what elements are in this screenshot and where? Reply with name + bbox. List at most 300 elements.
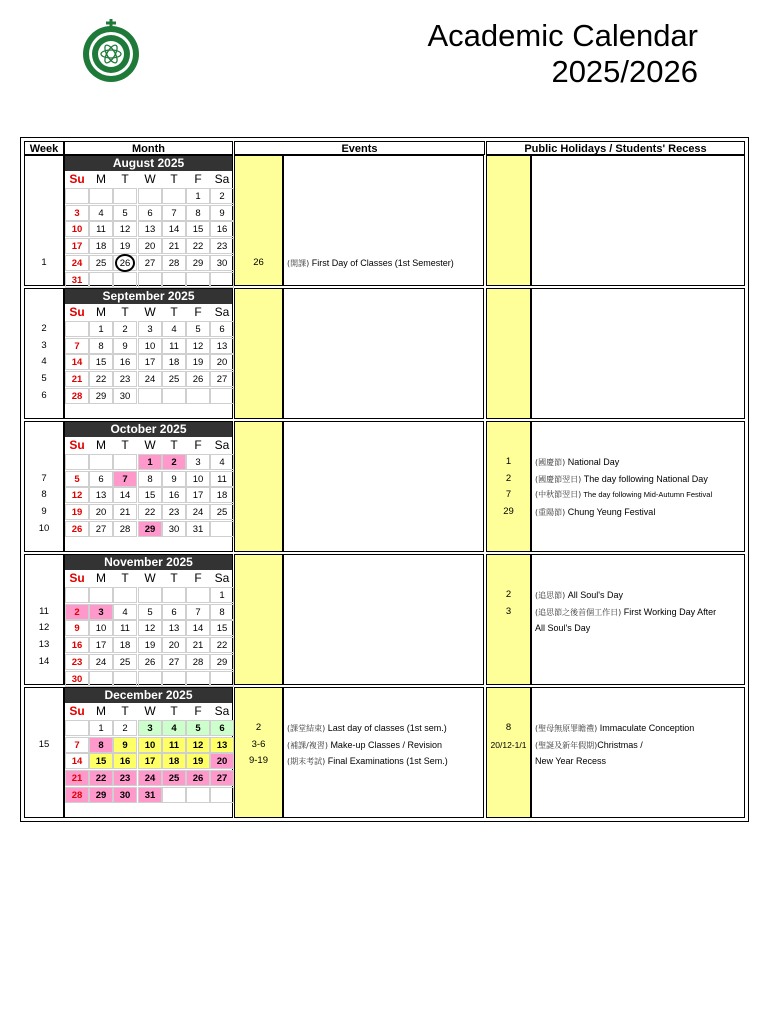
calendar-day[interactable]: 14 [186, 620, 210, 636]
holidays-column-header: Public Holidays / Students' Recess [486, 141, 745, 155]
calendar-day[interactable]: 6 [138, 205, 162, 221]
calendar-day[interactable]: 22 [186, 238, 210, 254]
holiday-description [535, 587, 623, 603]
calendar-day[interactable]: 3 [138, 321, 162, 337]
weekday-header: M [96, 172, 106, 186]
calendar-day[interactable]: 14 [162, 221, 186, 237]
calendar-day[interactable]: 24 [138, 371, 162, 387]
holiday-chinese-label: (聖誕及新年假期) [535, 740, 598, 750]
calendar-day[interactable]: 25 [210, 504, 234, 520]
calendar-day[interactable]: 4 [89, 205, 113, 221]
holiday-chinese-label: (聖母無原罪瞻禮) [535, 724, 598, 733]
weekday-header: Sa [214, 172, 230, 186]
calendar-day[interactable]: 29 [89, 388, 113, 404]
holiday-description [535, 753, 606, 769]
title-line-1: Academic Calendar [427, 18, 698, 53]
holiday-english-label: Immaculate Conception [597, 723, 695, 733]
calendar-day[interactable]: 8 [89, 338, 113, 354]
weekday-header: T [121, 571, 129, 585]
weekday-header: W [144, 704, 156, 718]
calendar-day[interactable]: 7 [186, 604, 210, 620]
event-date: 2 [255, 722, 262, 733]
weekday-header: T [170, 571, 178, 585]
calendar-day[interactable]: 5 [186, 720, 210, 736]
calendar-day[interactable]: 18 [210, 487, 234, 503]
calendar-day[interactable]: 13 [89, 487, 113, 503]
weekday-header: T [170, 704, 178, 718]
weekday-header: M [96, 438, 106, 452]
calendar-day[interactable]: 9 [65, 620, 89, 636]
calendar-empty-cell [162, 272, 186, 288]
calendar-empty-cell [210, 388, 234, 404]
calendar-day[interactable]: 21 [65, 371, 89, 387]
calendar-day[interactable]: 20 [138, 238, 162, 254]
calendar-empty-cell [210, 671, 234, 687]
calendar-day[interactable]: 28 [113, 521, 137, 537]
calendar-day[interactable]: 7 [65, 737, 89, 753]
calendar-day[interactable]: 12 [186, 338, 210, 354]
event-date: 3-6 [251, 738, 266, 750]
week-number: 2 [41, 323, 47, 334]
calendar-day[interactable]: 30 [65, 671, 89, 687]
holiday-english-label: National Day [565, 457, 620, 467]
weekday-header: F [194, 172, 202, 186]
calendar-empty-cell [65, 720, 89, 736]
calendar-empty-cell [138, 272, 162, 288]
calendar-table [20, 137, 749, 822]
holiday-english-label: All Soul's Day [535, 623, 591, 634]
holiday-chinese-label: (追思節之後首個工作日) [535, 607, 622, 617]
calendar-day[interactable]: 13 [210, 338, 234, 354]
calendar-day[interactable]: 19 [65, 504, 89, 520]
weekday-header: T [121, 305, 129, 319]
calendar-empty-cell [138, 671, 162, 687]
week-number: 5 [41, 373, 47, 385]
calendar-day[interactable]: 31 [65, 272, 89, 288]
calendar-empty-cell [186, 671, 210, 687]
calendar-day[interactable]: 10 [138, 338, 162, 354]
holiday-date: 20/12-1/1 [490, 739, 527, 750]
calendar-day[interactable]: 12 [186, 737, 210, 753]
calendar-day[interactable]: 23 [210, 238, 234, 254]
calendar-empty-cell [65, 587, 89, 603]
calendar-day[interactable]: 7 [113, 471, 137, 487]
calendar-empty-cell [162, 388, 186, 404]
et-box [283, 421, 484, 552]
event-date: 9-19 [248, 755, 268, 767]
week-number: 4 [41, 356, 47, 368]
ed-box [234, 554, 283, 685]
week-number: 9 [41, 506, 47, 518]
calendar-day[interactable]: 29 [138, 521, 162, 537]
calendar-day[interactable]: 15 [89, 354, 113, 370]
calendar-day[interactable]: 29 [186, 255, 210, 271]
weekday-header: Sa [214, 571, 230, 585]
calendar-empty-cell [113, 454, 137, 470]
calendar-day[interactable]: 12 [65, 487, 89, 503]
calendar-day[interactable]: 5 [65, 471, 89, 487]
calendar-day[interactable]: 2 [162, 454, 186, 470]
calendar-day[interactable]: 19 [113, 238, 137, 254]
weekday-header: Su [69, 305, 85, 319]
event-description [287, 753, 448, 769]
calendar-day[interactable]: 4 [162, 321, 186, 337]
event-date: 26 [253, 256, 264, 268]
holiday-description [535, 737, 643, 753]
weekday-header: M [96, 704, 106, 718]
calendar-day[interactable]: 25 [162, 371, 186, 387]
holiday-english-label: Christmas / [597, 739, 643, 750]
calendar-day[interactable]: 13 [138, 221, 162, 237]
calendar-day[interactable]: 16 [113, 753, 137, 769]
calendar-day[interactable]: 14 [65, 354, 89, 370]
calendar-day[interactable]: 16 [210, 221, 234, 237]
calendar-day[interactable]: 11 [162, 737, 186, 753]
calendar-day[interactable]: 5 [138, 604, 162, 620]
calendar-day[interactable]: 30 [210, 255, 234, 271]
calendar-day[interactable]: 6 [210, 720, 234, 736]
calendar-day[interactable]: 19 [138, 637, 162, 653]
weekday-header: Su [69, 704, 85, 718]
first-day-circle [115, 254, 135, 272]
calendar-day[interactable]: 6 [89, 471, 113, 487]
holiday-date: 1 [505, 456, 512, 467]
week-number: 10 [38, 522, 50, 534]
calendar-day[interactable]: 13 [210, 737, 234, 753]
calendar-empty-cell [162, 671, 186, 687]
calendar-day[interactable]: 17 [138, 354, 162, 370]
month-section [24, 687, 745, 818]
calendar-day[interactable]: 15 [138, 487, 162, 503]
event-chinese-label: (期末考試) [287, 757, 326, 767]
weekday-header: Su [69, 438, 85, 452]
calendar-empty-cell [210, 787, 234, 803]
holiday-english-label: First Working Day After [621, 606, 717, 617]
hd-box [486, 288, 531, 419]
calendar-empty-cell [162, 188, 186, 204]
weekday-header: M [96, 305, 106, 319]
calendar-day[interactable]: 18 [162, 354, 186, 370]
ed-box [234, 421, 283, 552]
week-number: 12 [38, 622, 50, 634]
calendar-day[interactable]: 1 [89, 321, 113, 337]
calendar-day[interactable]: 15 [89, 753, 113, 769]
weekday-header: Sa [214, 305, 230, 319]
calendar-day[interactable]: 25 [162, 770, 186, 786]
calendar-day[interactable]: 9 [113, 737, 137, 753]
week-number: 14 [38, 655, 50, 667]
calendar-day[interactable]: 3 [65, 205, 89, 221]
calendar-day[interactable]: 18 [113, 637, 137, 653]
holiday-english-label: New Year Recess [535, 756, 607, 767]
calendar-day[interactable]: 10 [138, 737, 162, 753]
events-column-header: Events [234, 141, 485, 155]
calendar-day[interactable]: 4 [162, 720, 186, 736]
calendar-day[interactable]: 21 [65, 770, 89, 786]
weekday-header: T [121, 438, 129, 452]
holiday-chinese-label: (重陽節) [535, 508, 566, 518]
calendar-day[interactable]: 28 [65, 787, 89, 803]
calendar-day[interactable]: 17 [186, 487, 210, 503]
week-number: 15 [38, 738, 50, 750]
calendar-day[interactable]: 30 [113, 787, 137, 803]
event-chinese-label: (補課/複習) [287, 740, 328, 750]
calendar-day[interactable]: 10 [89, 620, 113, 636]
calendar-day[interactable]: 21 [162, 238, 186, 254]
calendar-empty-cell [65, 454, 89, 470]
calendar-day[interactable]: 24 [89, 654, 113, 670]
holiday-chinese-label: (追思節) [535, 591, 566, 600]
calendar-day[interactable]: 11 [89, 221, 113, 237]
calendar-day[interactable]: 30 [113, 388, 137, 404]
weekday-header: W [144, 305, 156, 319]
calendar-empty-cell [162, 787, 186, 803]
calendar-day[interactable]: 17 [65, 238, 89, 254]
calendar-day[interactable]: 3 [138, 720, 162, 736]
calendar-day[interactable]: 14 [113, 487, 137, 503]
calendar-day[interactable]: 23 [65, 654, 89, 670]
calendar-day[interactable]: 11 [210, 471, 234, 487]
calendar-day[interactable]: 27 [138, 255, 162, 271]
calendar-day[interactable]: 6 [162, 604, 186, 620]
calendar-day[interactable]: 24 [186, 504, 210, 520]
holiday-date: 29 [503, 506, 514, 518]
page-title [427, 18, 698, 90]
calendar-day[interactable]: 24 [138, 770, 162, 786]
week-number: 13 [38, 639, 50, 651]
calendar-day[interactable]: 23 [162, 504, 186, 520]
calendar-day[interactable]: 1 [186, 188, 210, 204]
calendar-day[interactable]: 20 [210, 753, 234, 769]
month-column-header: Month [64, 141, 233, 155]
calendar-day[interactable]: 21 [113, 504, 137, 520]
calendar-day[interactable]: 2 [210, 188, 234, 204]
weekday-header: T [170, 305, 178, 319]
calendar-day[interactable]: 29 [89, 787, 113, 803]
calendar-day[interactable]: 1 [210, 587, 234, 603]
calendar-day[interactable]: 2 [113, 321, 137, 337]
calendar-empty-cell [113, 587, 137, 603]
holiday-date: 7 [505, 489, 512, 501]
calendar-day[interactable]: 9 [162, 471, 186, 487]
ed-box [234, 288, 283, 419]
weekday-header: T [121, 704, 129, 718]
weekday-header: Su [69, 172, 85, 186]
weekday-header: Sa [214, 704, 230, 718]
calendar-day[interactable]: 15 [210, 620, 234, 636]
calendar-day[interactable]: 14 [65, 753, 89, 769]
calendar-day[interactable]: 27 [89, 521, 113, 537]
calendar-day[interactable]: 17 [89, 637, 113, 653]
holiday-date: 2 [505, 472, 512, 484]
calendar-day[interactable]: 22 [89, 770, 113, 786]
calendar-day[interactable]: 19 [186, 354, 210, 370]
calendar-day[interactable]: 9 [113, 338, 137, 354]
calendar-day[interactable]: 22 [89, 371, 113, 387]
event-description [287, 720, 447, 736]
calendar-day[interactable]: 1 [138, 454, 162, 470]
calendar-day[interactable]: 26 [186, 770, 210, 786]
school-crest-icon [78, 18, 144, 84]
calendar-day[interactable]: 28 [162, 255, 186, 271]
calendar-day[interactable]: 1 [89, 720, 113, 736]
week-number: 7 [41, 472, 47, 484]
calendar-empty-cell [186, 587, 210, 603]
calendar-day[interactable]: 21 [186, 637, 210, 653]
calendar-empty-cell [138, 587, 162, 603]
calendar-empty-cell [113, 272, 137, 288]
month-title: November 2025 [65, 555, 232, 570]
calendar-day[interactable]: 8 [210, 604, 234, 620]
calendar-day[interactable]: 26 [186, 371, 210, 387]
calendar-day[interactable]: 12 [113, 221, 137, 237]
calendar-empty-cell [65, 321, 89, 337]
calendar-day[interactable]: 6 [210, 321, 234, 337]
weekday-header: W [144, 438, 156, 452]
calendar-day[interactable]: 22 [138, 504, 162, 520]
calendar-day[interactable]: 27 [210, 770, 234, 786]
holiday-date: 2 [505, 589, 512, 600]
calendar-day[interactable]: 20 [89, 504, 113, 520]
week-number: 6 [41, 389, 47, 401]
holiday-date: 3 [505, 605, 512, 617]
holiday-chinese-label: (國慶節) [535, 458, 566, 467]
calendar-day[interactable]: 28 [65, 388, 89, 404]
weekday-header: T [121, 172, 129, 186]
calendar-empty-cell [89, 272, 113, 288]
calendar-day[interactable]: 30 [162, 521, 186, 537]
weekday-header: T [170, 172, 178, 186]
calendar-day[interactable]: 10 [186, 471, 210, 487]
calendar-day[interactable]: 16 [113, 354, 137, 370]
calendar-day[interactable]: 2 [113, 720, 137, 736]
calendar-empty-cell [65, 188, 89, 204]
calendar-day[interactable]: 8 [186, 205, 210, 221]
hd-box [486, 155, 531, 286]
calendar-day[interactable]: 3 [89, 604, 113, 620]
calendar-day[interactable]: 3 [186, 454, 210, 470]
holiday-english-label: All Soul's Day [565, 590, 623, 600]
holiday-english-label: The day following National Day [581, 473, 708, 484]
calendar-day[interactable]: 4 [210, 454, 234, 470]
calendar-day[interactable]: 31 [186, 521, 210, 537]
calendar-day[interactable]: 4 [113, 604, 137, 620]
calendar-empty-cell [89, 587, 113, 603]
month-section [24, 554, 745, 685]
holiday-description [535, 620, 590, 636]
holiday-description [535, 471, 708, 487]
weekday-header: F [194, 704, 202, 718]
month-title: August 2025 [65, 156, 232, 171]
month-title: October 2025 [65, 422, 232, 437]
calendar-empty-cell [89, 454, 113, 470]
calendar-day[interactable]: 18 [89, 238, 113, 254]
event-description [287, 737, 442, 753]
calendar-empty-cell [138, 388, 162, 404]
calendar-day[interactable]: 5 [186, 321, 210, 337]
weekday-header: Sa [214, 438, 230, 452]
calendar-day[interactable]: 24 [65, 255, 89, 271]
event-english-label: Last day of classes (1st sem.) [325, 723, 447, 733]
calendar-empty-cell [186, 787, 210, 803]
holiday-description [535, 720, 694, 736]
calendar-day[interactable]: 31 [138, 787, 162, 803]
calendar-day[interactable]: 26 [113, 255, 137, 271]
event-english-label: Make-up Classes / Revision [327, 739, 442, 750]
calendar-day[interactable]: 25 [113, 654, 137, 670]
calendar-day[interactable]: 28 [186, 654, 210, 670]
calendar-day[interactable]: 23 [113, 371, 137, 387]
calendar-day[interactable]: 16 [65, 637, 89, 653]
calendar-day[interactable]: 19 [186, 753, 210, 769]
calendar-day[interactable]: 26 [65, 521, 89, 537]
calendar-day[interactable]: 12 [138, 620, 162, 636]
weekday-header: Su [69, 571, 85, 585]
calendar-empty-cell [89, 188, 113, 204]
calendar-day[interactable]: 5 [113, 205, 137, 221]
weekday-header: F [194, 305, 202, 319]
calendar-day[interactable]: 7 [65, 338, 89, 354]
calendar-day[interactable]: 9 [210, 205, 234, 221]
calendar-day[interactable]: 18 [162, 753, 186, 769]
calendar-day[interactable]: 23 [113, 770, 137, 786]
calendar-empty-cell [186, 272, 210, 288]
et-box [283, 288, 484, 419]
month-section [24, 421, 745, 552]
month-section [24, 155, 745, 286]
holiday-date: 8 [505, 722, 512, 733]
calendar-day[interactable]: 15 [186, 221, 210, 237]
week-number: 8 [41, 489, 47, 501]
calendar-day[interactable]: 17 [138, 753, 162, 769]
calendar-day[interactable]: 11 [113, 620, 137, 636]
calendar-day[interactable]: 16 [162, 487, 186, 503]
calendar-day[interactable]: 13 [162, 620, 186, 636]
calendar-day[interactable]: 22 [210, 637, 234, 653]
calendar-day[interactable]: 2 [65, 604, 89, 620]
holiday-description [535, 454, 619, 470]
calendar-empty-cell [113, 671, 137, 687]
calendar-day[interactable]: 8 [89, 737, 113, 753]
et-box [283, 554, 484, 685]
calendar-day[interactable]: 27 [210, 371, 234, 387]
holiday-description [535, 604, 716, 620]
month-title: December 2025 [65, 688, 232, 703]
holiday-description [535, 487, 712, 503]
calendar-day[interactable]: 27 [162, 654, 186, 670]
calendar-day[interactable]: 25 [89, 255, 113, 271]
calendar-empty-cell [138, 188, 162, 204]
month-section [24, 288, 745, 419]
calendar-day[interactable]: 26 [138, 654, 162, 670]
calendar-day[interactable]: 10 [65, 221, 89, 237]
calendar-empty-cell [162, 587, 186, 603]
calendar-day[interactable]: 29 [210, 654, 234, 670]
calendar-day[interactable]: 8 [138, 471, 162, 487]
holiday-chinese-label: (中秋節翌日) [535, 490, 582, 500]
weekday-header: M [96, 571, 106, 585]
holiday-chinese-label: (國慶節翌日) [535, 474, 582, 484]
calendar-day[interactable]: 20 [210, 354, 234, 370]
week-column-header: Week [24, 141, 64, 155]
calendar-day[interactable]: 11 [162, 338, 186, 354]
week-number: 11 [39, 605, 49, 617]
calendar-day[interactable]: 20 [162, 637, 186, 653]
holiday-english-label: The day following Mid-Autumn Festival [581, 490, 713, 500]
weekday-header: W [144, 571, 156, 585]
weekday-header: F [194, 438, 202, 452]
calendar-day[interactable]: 7 [162, 205, 186, 221]
